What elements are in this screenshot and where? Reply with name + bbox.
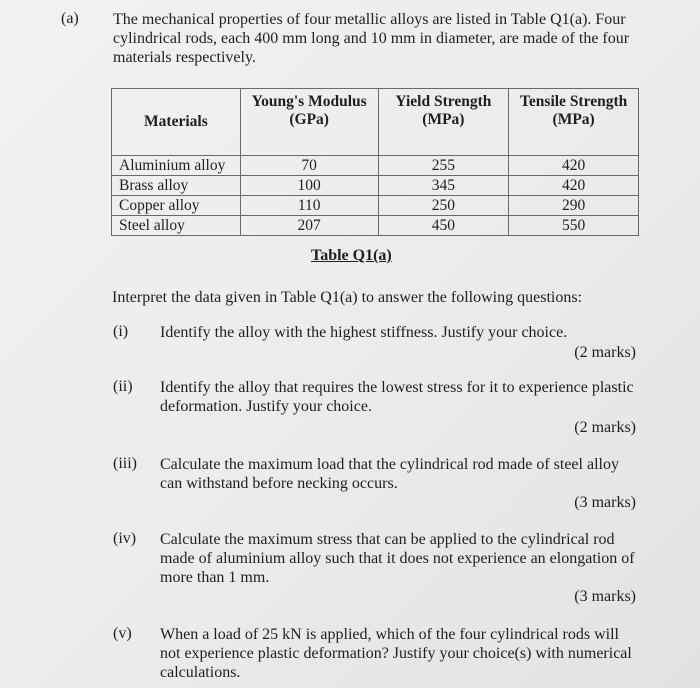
instruction-text: Interpret the data given in Table Q1(a) to answer the following questions: bbox=[112, 289, 583, 306]
table-row bbox=[112, 176, 639, 196]
question-number: (iv) bbox=[113, 530, 137, 547]
question-text: When a load of 25 kN is applied, which of the four cylindrical rods will not experience plastic deformation? Justify your choice(s) with numerical calculations. bbox=[160, 626, 632, 681]
cell-yield-strength: 345 bbox=[378, 176, 509, 196]
table-header-row bbox=[112, 89, 639, 156]
header-materials: Materials bbox=[112, 89, 241, 156]
cell-material: Copper alloy bbox=[112, 196, 241, 216]
question-text: Identify the alloy with the highest stiffness. Justify your choice. bbox=[160, 324, 568, 341]
cell-tensile-strength: 420 bbox=[509, 156, 639, 176]
question-number: (i) bbox=[113, 323, 129, 340]
cell-yield-strength: 250 bbox=[378, 196, 509, 216]
question-marks: (3 marks) bbox=[574, 588, 636, 605]
question-marks: (2 marks) bbox=[574, 419, 636, 436]
cell-material: Brass alloy bbox=[112, 176, 241, 196]
part-label: (a) bbox=[61, 10, 79, 27]
cell-youngs-modulus: 207 bbox=[240, 216, 378, 236]
intro-paragraph: The mechanical properties of four metallic alloys are listed in Table Q1(a). Four cylindrical rods, each 400 mm long and 10 mm in diameter, are made of the four materials respectively. bbox=[113, 11, 630, 66]
question-number: (ii) bbox=[113, 378, 133, 395]
cell-tensile-strength: 420 bbox=[509, 176, 639, 196]
question-marks: (3 marks) bbox=[574, 494, 636, 511]
cell-tensile-strength: 550 bbox=[509, 216, 639, 236]
cell-yield-strength: 450 bbox=[378, 216, 509, 236]
cell-youngs-modulus: 70 bbox=[240, 156, 378, 176]
question-number: (v) bbox=[113, 625, 132, 642]
cell-youngs-modulus: 110 bbox=[240, 196, 378, 216]
table-row bbox=[112, 216, 639, 236]
question-text: Identify the alloy that requires the lowest stress for it to experience plastic deformation. Justify your choice. bbox=[160, 379, 634, 415]
cell-material: Steel alloy bbox=[112, 216, 241, 236]
table-row bbox=[112, 156, 639, 176]
question-text: Calculate the maximum load that the cylindrical rod made of steel alloy can withstand before necking occurs. bbox=[160, 456, 619, 492]
question-text: Calculate the maximum stress that can be applied to the cylindrical rod made of aluminium alloy such that it does not experience an elongation of more than 1 mm. bbox=[160, 531, 635, 586]
header-tensile-strength: Tensile Strength (MPa) bbox=[509, 89, 639, 156]
cell-youngs-modulus: 100 bbox=[240, 176, 378, 196]
cell-tensile-strength: 290 bbox=[509, 196, 639, 216]
table-caption: Table Q1(a) bbox=[311, 247, 392, 264]
question-marks: (2 marks) bbox=[574, 344, 636, 361]
question-number: (iii) bbox=[113, 455, 137, 472]
cell-material: Aluminium alloy bbox=[112, 156, 241, 176]
table-row bbox=[112, 196, 639, 216]
header-yield-strength: Yield Strength (MPa) bbox=[378, 89, 509, 156]
cell-yield-strength: 255 bbox=[378, 156, 509, 176]
properties-table bbox=[111, 88, 639, 236]
header-youngs-modulus: Young's Modulus (GPa) bbox=[240, 89, 378, 156]
